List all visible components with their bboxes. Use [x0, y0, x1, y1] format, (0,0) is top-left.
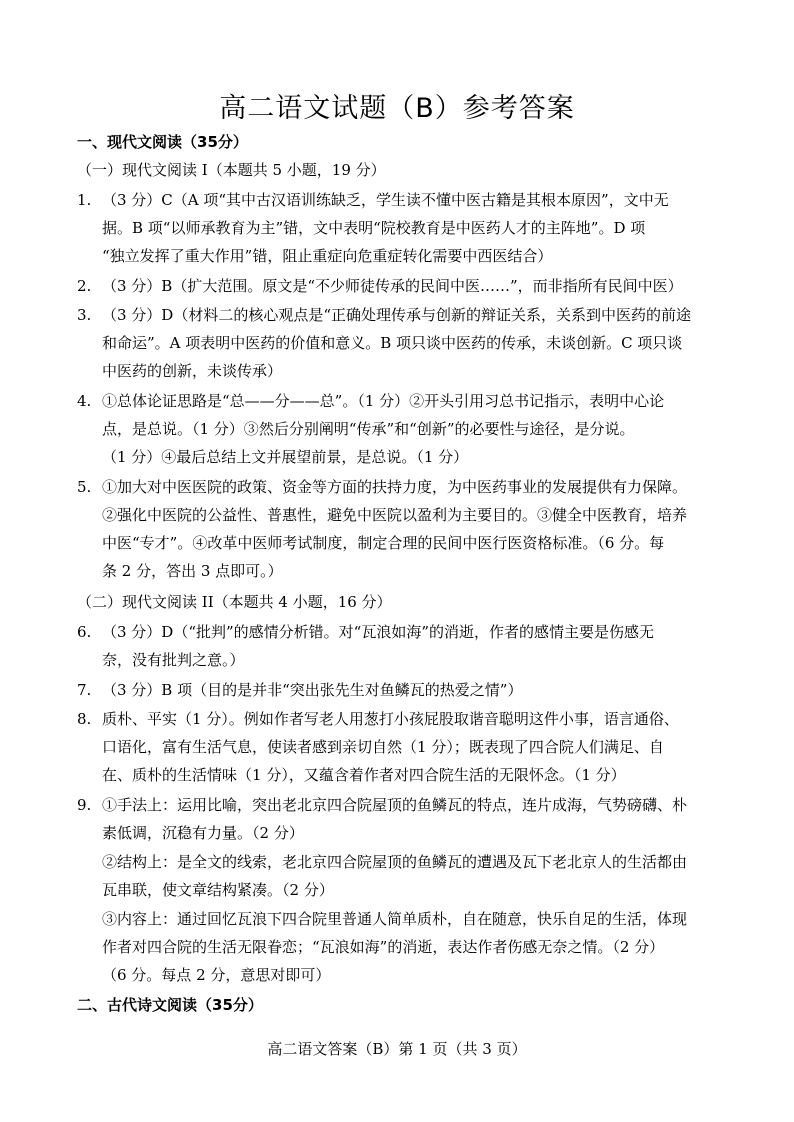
answer-text: “独立发挥了重大作用”错，阻止重症向危重症转化需要中西医结合）: [102, 247, 553, 265]
answer-text: 瓦串联，使文章结构紧凑。（2 分）: [102, 881, 334, 899]
answer-text: ②强化中医院的公益性、普惠性，避免中医院以盈利为主要目的。③健全中医教育，培养: [102, 506, 688, 524]
section-heading-1: 一、现代文阅读（35分）: [77, 133, 248, 151]
answer-text: 据。B 项“以师承教育为主”错，文中表明“院校教育是中医药人才的主阵地”。D 项: [102, 219, 646, 237]
page-footer: 高二语文答案（B）第 1 页（共 3 页）: [267, 1040, 527, 1058]
answer-text: （6 分。每点 2 分，意思对即可）: [102, 966, 331, 984]
answer-text: 中医药的创新，未谈传承）: [102, 362, 283, 380]
answer-text: （1 分）④最后总结上文并展望前景，是总说。（1 分）: [102, 448, 469, 466]
subsection-heading-2: （二）现代文阅读 II（本题共 4 小题，16 分）: [77, 593, 392, 611]
answer-text: ①总体论证思路是“总——分——总”。（1 分）②开头引用习总书记指示，表明中心论: [102, 392, 665, 410]
answer-text: （3 分）D（材料二的核心观点是“正确处理传承与创新的辩证关系，关系到中医药的前途: [102, 306, 692, 324]
answer-text: ①手法上：运用比喻，突出老北京四合院屋顶的鱼鳞瓦的特点，连片成海，气势磅礴、朴: [102, 796, 688, 814]
answer-text: 素低调，沉稳有力量。（2 分）: [102, 824, 304, 842]
question-2: [77, 276, 683, 296]
answer-text: ②结构上：是全文的线索，老北京四合院屋顶的鱼鳞瓦的遭遇及瓦下老北京人的生活都由: [102, 853, 688, 871]
question-number: 6.: [77, 623, 92, 641]
question-8: [77, 709, 679, 729]
question-7: [77, 680, 522, 700]
question-4: [77, 391, 664, 411]
answer-text: 质朴、平实（1 分）。例如作者写老人用葱打小孩屁股取谐音聪明这件小事，语言通俗、: [102, 710, 679, 728]
answer-text: （3 分）C（A 项“其中古汉语训练缺乏，学生读不懂中医古籍是其根本原因”，文中无: [102, 191, 669, 209]
subsection-heading-1: （一）现代文阅读 I（本题共 5 小题，19 分）: [77, 161, 386, 179]
answer-text: 奈，没有批判之意。）: [102, 651, 245, 669]
answer-text: ③内容上：通过回忆瓦浪下四合院里普通人简单质朴，自在随意，快乐自足的生活，体现: [102, 910, 688, 928]
question-number: 9.: [77, 796, 92, 814]
answer-text: 条 2 分，答出 3 点即可。）: [102, 562, 283, 580]
question-3: [77, 305, 691, 325]
answer-text: （3 分）B（扩大范围。原文是“不少师徒传承的民间中医……”，而非指所有民间中医）: [102, 277, 683, 295]
page-title: 高二语文试题（B）参考答案: [219, 93, 575, 124]
answer-text: ①加大对中医医院的政策、资金等方面的扶持力度，为中医药事业的发展提供有力保障。: [102, 478, 688, 496]
question-9: [77, 795, 687, 815]
question-number: 1.: [77, 191, 92, 209]
answer-text: 在、质朴的生活情味（1 分），又蕴含着作者对四合院生活的无限怀念。（1 分）: [102, 766, 626, 784]
answer-text: （3 分）D（“批判”的感情分析错。对“瓦浪如海”的消逝，作者的感情主要是伤感无: [102, 623, 655, 641]
answer-text: 点，是总说。（1 分）③然后分别阐明“传承”和“创新”的必要性与途径，是分说。: [102, 420, 635, 438]
answer-text: 和命运”。A 项表明中医药的价值和意义。B 项只谈中医药的传承，未谈创新。C 项只谈: [102, 334, 683, 352]
answer-text: 口语化，富有生活气息，使读者感到亲切自然（1 分）；既表现了四合院人们满足、自: [102, 738, 664, 756]
section-heading-2: 二、古代诗文阅读（35分）: [77, 996, 263, 1014]
question-number: 3.: [77, 306, 92, 324]
question-number: 2.: [77, 277, 92, 295]
question-number: 4.: [77, 392, 92, 410]
question-1: [77, 190, 669, 210]
question-number: 8.: [77, 710, 92, 728]
answer-text: 作者对四合院的生活无限眷恋；“瓦浪如海”的消逝，表达作者伤感无奈之情。（2 分）: [102, 938, 665, 956]
question-6: [77, 622, 654, 642]
question-number: 5.: [77, 478, 92, 496]
question-number: 7.: [77, 681, 92, 699]
answer-text: 中医“专才”。④改革中医师考试制度，制定合理的民间中医行医资格标准。（6 分。每: [102, 534, 665, 552]
answer-text: （3 分）B 项（目的是并非“突出张先生对鱼鳞瓦的热爱之情”）: [102, 681, 523, 699]
question-5: [77, 477, 687, 497]
